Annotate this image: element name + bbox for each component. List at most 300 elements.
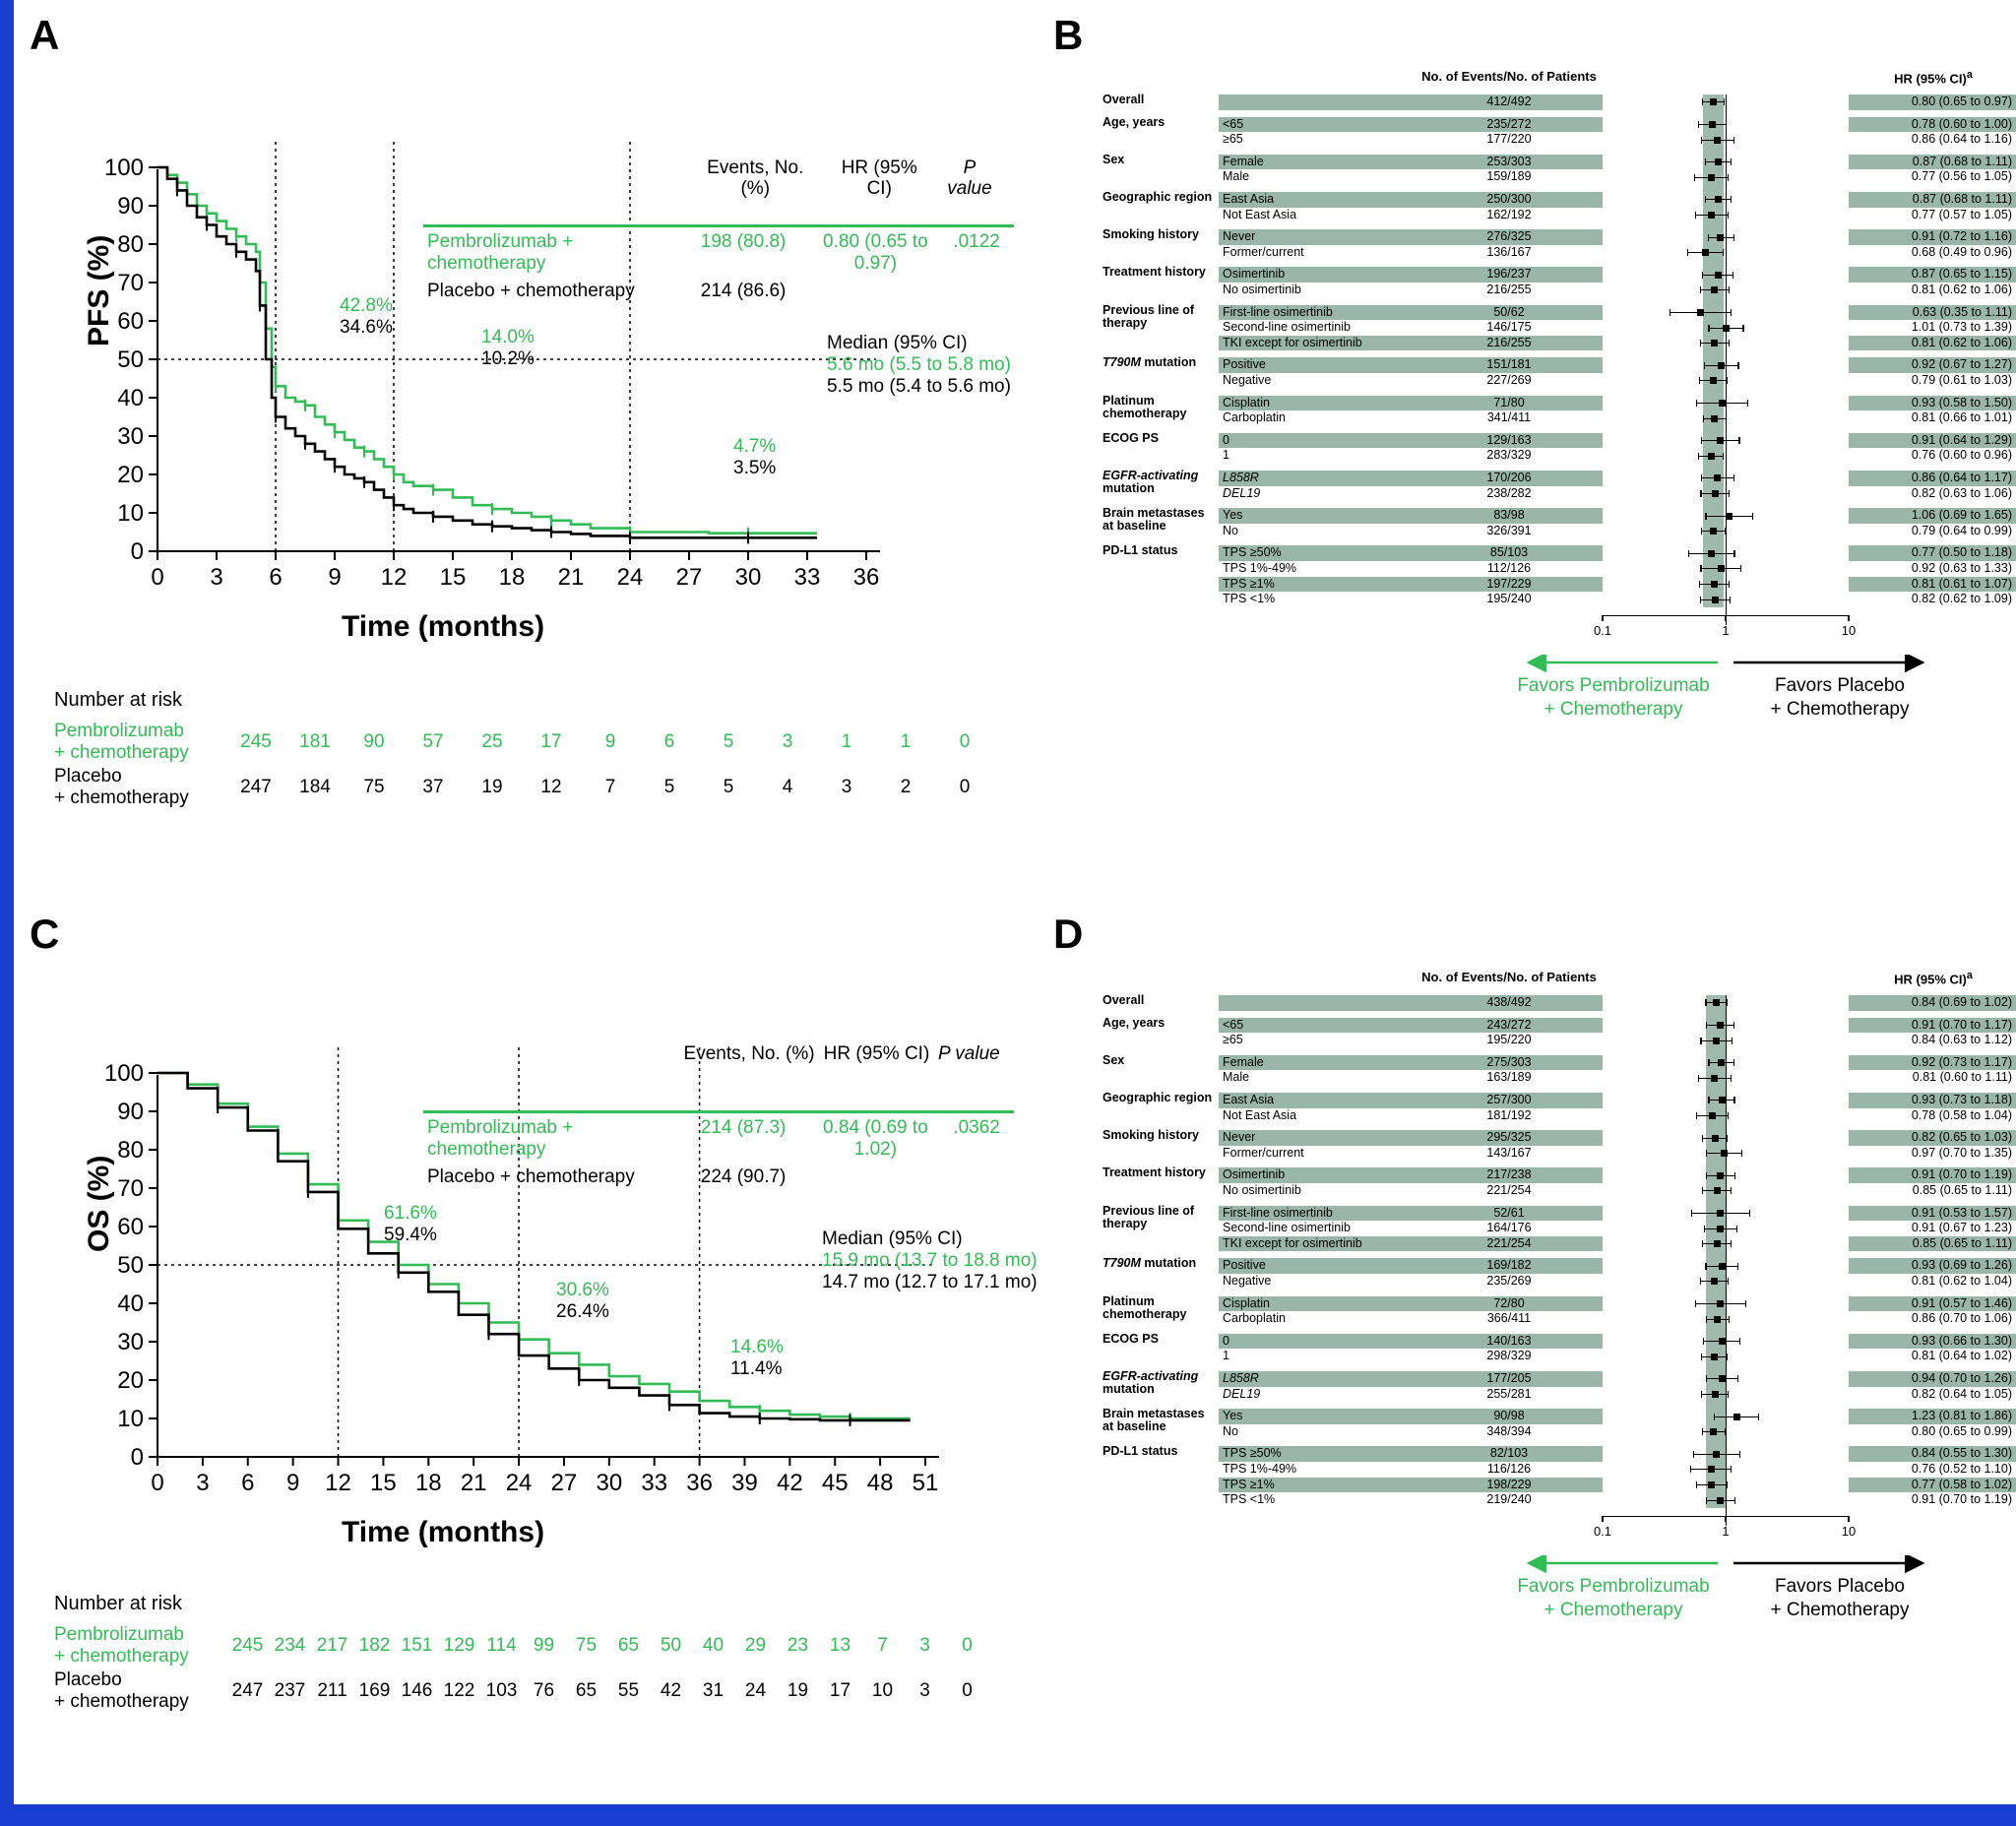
svg-text:36: 36 (852, 564, 880, 591)
nar-row (54, 765, 994, 810)
nar-value: 234 (274, 1635, 306, 1656)
nar-value: 6 (663, 731, 675, 752)
forest-subgroup-label: Not East Asia (1223, 1107, 1297, 1122)
forest-ci-cap (1700, 1278, 1701, 1285)
annotation-12mo-green-os: 61.6% (384, 1203, 437, 1224)
forest-point-estimate (1717, 234, 1724, 241)
nar-row-label: Pembrolizumab + chemotherapy (54, 721, 189, 763)
forest-subgroup-label: Osimertinib (1223, 267, 1286, 282)
forest-subgroup-label: Second-line osimertinib (1223, 1221, 1351, 1235)
forest-hr-value: 0.82 (0.63 to 1.06) (1911, 485, 2012, 500)
forest-hr-value: 0.97 (0.70 to 1.35) (1911, 1145, 2012, 1160)
forest-ci-cap (1700, 286, 1701, 293)
forest-events-value: 197/229 (1486, 576, 1532, 591)
forest-ci-cap (1706, 1150, 1707, 1157)
forest-ci-cap (1695, 212, 1696, 219)
forest-point-estimate (1719, 400, 1726, 407)
svg-text:0: 0 (151, 1470, 164, 1496)
svg-text:70: 70 (117, 1175, 144, 1202)
legend-row-name-placebo-a: Placebo + chemotherapy (427, 281, 635, 301)
annotation-12mo-black: 10.2% (481, 348, 535, 369)
forest-group-label: Brain metastases at baseline (1102, 506, 1205, 534)
nar-value: 1 (841, 731, 852, 752)
page-border-bottom (0, 1804, 2016, 1826)
forest-events-value: 412/492 (1486, 94, 1532, 108)
forest-events-value: 283/329 (1486, 448, 1532, 463)
forest-hr-value: 0.76 (0.60 to 0.96) (1911, 448, 2012, 463)
nar-value: 211 (317, 1680, 347, 1701)
forest-point-estimate (1708, 212, 1715, 219)
forest-point-estimate (1711, 581, 1718, 588)
legend-row-events-pembro-a: 198 (80.8) (700, 231, 787, 252)
median-box-pfs (827, 333, 1011, 398)
forest-ci-cap (1729, 286, 1730, 293)
svg-text:48: 48 (866, 1470, 894, 1496)
forest-header-hr: HR (95% CI)$^a$ (1894, 69, 1973, 87)
legend-row-name-pembro-c: Pembrolizumab + chemotherapy (427, 1117, 574, 1160)
nar-value: 29 (744, 1635, 767, 1656)
forest-point-estimate (1711, 1278, 1718, 1285)
svg-text:9: 9 (328, 564, 342, 591)
forest-events-value: 257/300 (1486, 1093, 1532, 1106)
y-axis-title-os: OS (%) (83, 1155, 115, 1252)
nar-value: 31 (702, 1680, 724, 1701)
legend-row-events-placebo-a: 214 (86.6) (700, 281, 787, 301)
forest-ci-cap (1700, 490, 1701, 497)
forest-ci-cap (1733, 474, 1734, 481)
forest-subgroup-label: No (1223, 1423, 1238, 1438)
nar-value: 13 (829, 1635, 851, 1656)
svg-text:24: 24 (616, 564, 644, 591)
forest-ci-cap (1702, 1240, 1703, 1247)
annotation-6mo-black: 34.6% (340, 317, 393, 338)
forest-hr-value: 0.94 (0.70 to 1.26) (1911, 1371, 2012, 1385)
nar-value: 75 (575, 1635, 598, 1656)
svg-text:60: 60 (117, 1214, 144, 1240)
nar-value: 184 (299, 777, 331, 797)
forest-point-estimate (1714, 1240, 1721, 1247)
forest-hr-value: 0.78 (0.60 to 1.00) (1911, 116, 2012, 131)
forest-subgroup-label: 1 (1223, 1349, 1229, 1363)
forest-ci-cap (1708, 1059, 1709, 1066)
forest-ci-cap (1737, 1263, 1738, 1270)
forest-point-estimate (1711, 1354, 1718, 1360)
forest-ci-cap (1738, 437, 1739, 444)
svg-text:20: 20 (117, 462, 144, 488)
forest-ci-cap (1696, 1481, 1697, 1488)
nar-row-label: Pembrolizumab + chemotherapy (54, 1624, 189, 1667)
forest-point-estimate (1710, 1428, 1717, 1435)
forest-subgroup-label: 0 (1223, 1333, 1229, 1348)
forest-subgroup-label: TPS <1% (1223, 592, 1276, 606)
nar-value: 3 (919, 1635, 930, 1656)
forest-ci-cap (1706, 1316, 1707, 1323)
svg-text:21: 21 (557, 564, 585, 591)
legend-pfs (679, 157, 1004, 199)
forest-group-label: EGFR-activating mutation (1102, 1369, 1199, 1396)
forest-point-estimate (1710, 377, 1717, 384)
forest-events-value: 235/269 (1486, 1274, 1532, 1288)
forest-ci-cap (1695, 1300, 1696, 1307)
legend-rows-os (423, 1110, 1014, 1188)
svg-text:30: 30 (117, 423, 144, 450)
nar-value: 10 (871, 1680, 894, 1701)
forest-ci-cap (1708, 234, 1709, 241)
forest-ci-cap (1700, 340, 1701, 346)
svg-text:36: 36 (686, 1470, 713, 1496)
forest-subgroup-label: Carboplatin (1223, 410, 1286, 425)
forest-hr-value: 0.79 (0.61 to 1.03) (1911, 373, 2012, 387)
forest-events-value: 195/220 (1486, 1033, 1532, 1047)
forest-point-estimate (1717, 1022, 1724, 1029)
svg-text:3: 3 (196, 1470, 210, 1496)
forest-ci-cap (1702, 1187, 1703, 1194)
nar-value: 40 (702, 1635, 724, 1656)
forest-point-estimate (1714, 474, 1721, 481)
forest-ci-cap (1702, 1135, 1703, 1142)
forest-ci-cap (1714, 1414, 1715, 1420)
forest-ci-cap (1731, 158, 1732, 165)
forest-events-value: 52/61 (1493, 1205, 1525, 1220)
forest-plot-pfs (1102, 69, 2012, 724)
nar-value: 75 (363, 777, 385, 797)
forest-ci-cap (1730, 597, 1731, 603)
forest-group-label: ECOG PS (1102, 1331, 1159, 1346)
forest-group-label: PD-L1 status (1102, 543, 1178, 558)
nar-value: 90 (363, 731, 385, 752)
forest-group-label: Platinum chemotherapy (1102, 1293, 1187, 1321)
forest-point-estimate (1715, 272, 1722, 279)
forest-subgroup-label: Cisplatin (1223, 395, 1270, 409)
forest-events-value: 163/189 (1486, 1070, 1532, 1085)
forest-hr-value: 0.91 (0.57 to 1.46) (1911, 1295, 2012, 1310)
panel-label-b: B (1053, 12, 1084, 58)
svg-text:18: 18 (414, 1470, 442, 1496)
x-axis-title-pfs: Time (months) (341, 610, 545, 643)
forest-ci-cap (1700, 597, 1701, 603)
svg-text:30: 30 (117, 1329, 144, 1355)
forest-subgroup-label: Female (1223, 154, 1264, 168)
forest-ci-cap (1724, 98, 1725, 105)
forest-point-estimate (1708, 1481, 1715, 1488)
forest-ci-cap (1734, 1172, 1735, 1179)
annotation-12mo-os (384, 1203, 437, 1246)
forest-axis-tick (1725, 615, 1726, 621)
forest-point-estimate (1717, 1210, 1724, 1217)
nar-value: 182 (358, 1635, 391, 1656)
forest-axis-tick-label: 1 (1722, 622, 1730, 638)
forest-hr-value: 0.80 (0.65 to 0.99) (1911, 1423, 2012, 1438)
forest-hr-value: 0.63 (0.35 to 1.11) (1912, 304, 2012, 319)
legend-row-p-pembro-a: .0122 (953, 231, 1000, 252)
annotation-36mo-green-os: 14.6% (730, 1337, 784, 1357)
forest-hr-value: 0.93 (0.66 to 1.30) (1911, 1333, 2012, 1348)
forest-point-estimate (1718, 362, 1725, 369)
nar-value: 2 (900, 777, 912, 797)
nar-value: 23 (787, 1635, 809, 1656)
forest-events-value: 326/391 (1486, 523, 1532, 537)
forest-ci-cap (1705, 196, 1706, 203)
nar-value: 76 (533, 1680, 555, 1701)
forest-group-label: Treatment history (1102, 265, 1206, 280)
forest-header-events: No. of Events/No. of Patients (1421, 69, 1597, 84)
forest-ci-cap (1705, 513, 1706, 520)
forest-group-label: Smoking history (1102, 1128, 1199, 1143)
forest-ci-cap (1702, 98, 1703, 105)
forest-events-value: 83/98 (1493, 508, 1525, 523)
forest-events-value: 112/126 (1486, 561, 1532, 575)
nar-value: 50 (660, 1635, 682, 1656)
forest-events-value: 170/206 (1486, 471, 1532, 484)
forest-events-value: 50/62 (1493, 304, 1525, 319)
forest-ci-cap (1702, 272, 1703, 279)
forest-ci-cap (1701, 1354, 1702, 1360)
legend-row-hr-pembro-a: 0.80 (0.65 to 0.97) (823, 231, 928, 274)
forest-point-estimate (1709, 1112, 1716, 1119)
svg-text:51: 51 (912, 1470, 939, 1496)
forest-ci-cap (1708, 325, 1709, 332)
forest-ci-cap (1704, 362, 1705, 369)
forest-ci-cap (1731, 1187, 1732, 1194)
forest-ci-cap (1731, 309, 1732, 316)
forest-subgroup-label: TPS ≥50% (1223, 545, 1282, 560)
forest-point-estimate (1712, 597, 1719, 603)
forest-axis-tick-label: 10 (1841, 1523, 1857, 1539)
forest-hr-value: 0.81 (0.64 to 1.02) (1911, 1349, 2012, 1363)
forest-point-estimate (1714, 137, 1721, 144)
forest-point-estimate (1714, 1187, 1721, 1194)
nar-value: 42 (660, 1680, 682, 1701)
forest-hr-value: 0.85 (0.65 to 1.11) (1912, 1183, 2012, 1197)
svg-text:100: 100 (103, 1060, 144, 1087)
forest-hr-value: 0.68 (0.49 to 0.96) (1911, 244, 2012, 259)
forest-subgroup-label: TPS ≥1% (1223, 576, 1275, 591)
forest-favors-right: Favors Placebo + Chemotherapy (1770, 674, 1910, 720)
forest-ci-cap (1729, 490, 1730, 497)
legend-row-hr-pembro-c: 0.84 (0.69 to 1.02) (823, 1117, 928, 1160)
nar-value: 122 (443, 1680, 475, 1701)
forest-events-value: 116/126 (1486, 1462, 1532, 1476)
svg-text:90: 90 (117, 193, 144, 220)
nar-value: 247 (231, 1680, 264, 1701)
forest-hr-value: 0.87 (0.68 to 1.11) (1912, 154, 2012, 168)
forest-ci-cap (1729, 1316, 1730, 1323)
forest-subgroup-label: Positive (1223, 1258, 1266, 1273)
forest-hr-value: 0.84 (0.69 to 1.02) (1911, 995, 2012, 1009)
forest-group-label: Age, years (1102, 1015, 1166, 1030)
forest-point-estimate (1710, 528, 1717, 535)
annotation-24mo-green: 4.7% (733, 436, 777, 457)
nar-title-a: Number at risk (54, 689, 183, 711)
forest-events-value: 181/192 (1486, 1107, 1532, 1122)
forest-point-estimate (1717, 437, 1724, 444)
forest-ci-cap (1723, 453, 1724, 460)
forest-ci-cap (1739, 1451, 1740, 1458)
forest-point-estimate (1715, 158, 1722, 165)
svg-text:40: 40 (117, 1291, 144, 1317)
forest-subgroup-label: Yes (1223, 508, 1243, 523)
forest-events-value: 438/492 (1486, 995, 1532, 1009)
forest-hr-value: 0.92 (0.73 to 1.17) (1911, 1054, 2012, 1069)
forest-hr-value: 0.78 (0.58 to 1.04) (1911, 1107, 2012, 1122)
forest-subgroup-label: Former/current (1223, 1145, 1304, 1160)
forest-ci-cap (1687, 249, 1688, 256)
forest-events-value: 219/240 (1486, 1492, 1532, 1507)
forest-ci-cap (1747, 400, 1748, 407)
forest-ci-cap (1733, 1022, 1734, 1029)
forest-ci-cap (1729, 581, 1730, 588)
forest-subgroup-label: East Asia (1223, 192, 1275, 206)
nar-value: 12 (540, 777, 562, 797)
forest-group-label: Geographic region (1102, 190, 1213, 204)
forest-events-value: 366/411 (1486, 1311, 1532, 1326)
forest-ci-cap (1703, 415, 1704, 422)
forest-subgroup-label: Never (1223, 1130, 1256, 1145)
legend-row-events-pembro-c: 214 (87.3) (700, 1117, 787, 1138)
svg-text:70: 70 (117, 270, 144, 296)
nar-value: 247 (240, 777, 272, 797)
forest-subgroup-label: TPS <1% (1223, 1492, 1276, 1507)
forest-ci-cap (1694, 174, 1695, 181)
forest-ci-cap (1752, 513, 1753, 520)
forest-ci-cap (1749, 1210, 1750, 1217)
legend-row-events-placebo-c: 224 (90.7) (700, 1166, 787, 1187)
svg-text:30: 30 (596, 1470, 623, 1496)
forest-point-estimate (1713, 1451, 1720, 1458)
forest-ci-cap (1699, 581, 1700, 588)
forest-subgroup-label: First-line osimertinib (1223, 1205, 1333, 1220)
forest-events-value: 72/80 (1493, 1295, 1525, 1310)
forest-hr-value: 0.82 (0.62 to 1.09) (1911, 592, 2012, 606)
forest-events-value: 250/300 (1486, 192, 1532, 206)
forest-events-value: 129/163 (1486, 432, 1532, 447)
panel-label-c: C (30, 911, 60, 957)
forest-subgroup-label: <65 (1223, 1017, 1244, 1032)
forest-ci-cap (1699, 377, 1700, 384)
forest-events-value: 140/163 (1486, 1333, 1532, 1348)
forest-subgroup-label: First-line osimertinib (1223, 304, 1333, 319)
forest-favors-left: Favors Pembrolizumab + Chemotherapy (1517, 674, 1710, 720)
forest-hr-value: 0.81 (0.62 to 1.06) (1911, 283, 2012, 296)
median-black-a: 5.5 mo (5.4 to 5.6 mo) (827, 376, 1011, 397)
forest-ci-cap (1731, 196, 1732, 203)
svg-text:6: 6 (269, 564, 283, 591)
nar-value: 151 (401, 1635, 433, 1656)
annotation-6mo-pfs (340, 295, 393, 339)
annotation-12mo-black-os: 59.4% (384, 1225, 437, 1245)
forest-subgroup-label: Negative (1223, 1274, 1272, 1288)
forest-events-value: 298/329 (1486, 1349, 1532, 1363)
forest-subgroup-label: Male (1223, 169, 1250, 184)
forest-ci-cap (1734, 1497, 1735, 1504)
panel-label-d: D (1053, 911, 1084, 957)
forest-events-value: 162/192 (1486, 207, 1532, 221)
forest-hr-value: 0.77 (0.56 to 1.05) (1911, 169, 2012, 184)
forest-ci-cap (1758, 1414, 1759, 1420)
forest-events-value: 90/98 (1493, 1409, 1525, 1423)
forest-ci-cap (1737, 362, 1738, 369)
forest-events-value: 295/325 (1486, 1130, 1532, 1145)
forest-point-estimate (1712, 1135, 1719, 1142)
forest-ci-cap (1708, 1097, 1709, 1103)
forest-axis-tick (1848, 1516, 1849, 1522)
forest-ci-cap (1731, 1466, 1732, 1473)
forest-hr-value: 0.84 (0.55 to 1.30) (1911, 1446, 2012, 1461)
forest-point-estimate (1709, 121, 1716, 128)
svg-text:24: 24 (505, 1470, 533, 1496)
forest-point-estimate (1697, 309, 1704, 316)
forest-subgroup-label: Carboplatin (1223, 1311, 1286, 1326)
svg-text:0: 0 (151, 564, 164, 591)
forest-subgroup-label: East Asia (1223, 1093, 1275, 1106)
forest-hr-value: 0.91 (0.70 to 1.17) (1911, 1017, 2012, 1032)
annotation-36mo-os (730, 1337, 784, 1380)
nar-value: 245 (240, 731, 272, 752)
forest-events-value: 143/167 (1486, 1145, 1532, 1160)
forest-group-label: Overall (1102, 993, 1145, 1007)
legend-row-name-placebo-c: Placebo + chemotherapy (427, 1166, 635, 1187)
median-green-c: 15.9 mo (13.7 to 18.8 mo) (822, 1250, 1038, 1271)
forest-subgroup-label: TKI except for osimertinib (1223, 1235, 1362, 1250)
forest-ci-cap (1728, 1391, 1729, 1398)
forest-subgroup-label: TKI except for osimertinib (1223, 335, 1362, 349)
forest-subgroup-label: 1 (1223, 448, 1229, 463)
forest-subgroup-label: No osimertinib (1223, 283, 1301, 296)
forest-group-label: PD-L1 status (1102, 1444, 1178, 1459)
forest-ci-cap (1728, 174, 1729, 181)
forest-events-value: 238/282 (1486, 485, 1532, 500)
nar-value: 9 (604, 731, 616, 752)
nar-value: 245 (231, 1635, 264, 1656)
nar-value: 3 (919, 1680, 930, 1701)
forest-point-estimate (1715, 196, 1722, 203)
forest-hr-value: 0.86 (0.70 to 1.06) (1911, 1311, 2012, 1326)
forest-ci-cap (1703, 1338, 1704, 1345)
forest-hr-value: 0.85 (0.65 to 1.11) (1912, 1235, 2012, 1250)
legend-row-name-pembro-a: Pembrolizumab + chemotherapy (427, 231, 574, 274)
nar-value: 99 (533, 1635, 555, 1656)
forest-events-value: 253/303 (1486, 154, 1532, 168)
forest-group-label: Geographic region (1102, 1091, 1213, 1104)
legend-os (679, 1043, 1004, 1064)
nar-row (54, 1669, 988, 1714)
forest-point-estimate (1711, 1075, 1718, 1082)
forest-hr-value: 0.77 (0.50 to 1.18) (1911, 545, 2012, 560)
forest-ci-cap (1700, 565, 1701, 572)
forest-ci-cap (1736, 1226, 1737, 1232)
nar-value: 169 (358, 1680, 391, 1701)
svg-text:27: 27 (550, 1470, 578, 1496)
forest-subgroup-label: <65 (1223, 116, 1244, 131)
forest-ci-cap (1691, 1210, 1692, 1217)
forest-hr-value: 0.82 (0.64 to 1.05) (1911, 1386, 2012, 1401)
forest-subgroup-label: No (1223, 523, 1238, 537)
forest-subgroup-label: DEL19 (1223, 1386, 1261, 1401)
svg-text:27: 27 (675, 564, 703, 591)
forest-point-estimate (1708, 1466, 1715, 1473)
median-box-os (822, 1228, 1038, 1293)
forest-hr-value: 0.91 (0.67 to 1.23) (1911, 1221, 2012, 1235)
forest-ci-cap (1700, 1038, 1701, 1044)
svg-text:0: 0 (130, 538, 144, 565)
forest-header-events: No. of Events/No. of Patients (1421, 970, 1597, 984)
forest-group-label: Age, years (1102, 114, 1166, 129)
forest-hr-value: 0.93 (0.58 to 1.50) (1911, 395, 2012, 409)
forest-point-estimate (1708, 174, 1715, 181)
nar-row (54, 720, 994, 765)
forest-ci-cap (1696, 400, 1697, 407)
forest-hr-value: 0.82 (0.65 to 1.03) (1911, 1130, 2012, 1145)
